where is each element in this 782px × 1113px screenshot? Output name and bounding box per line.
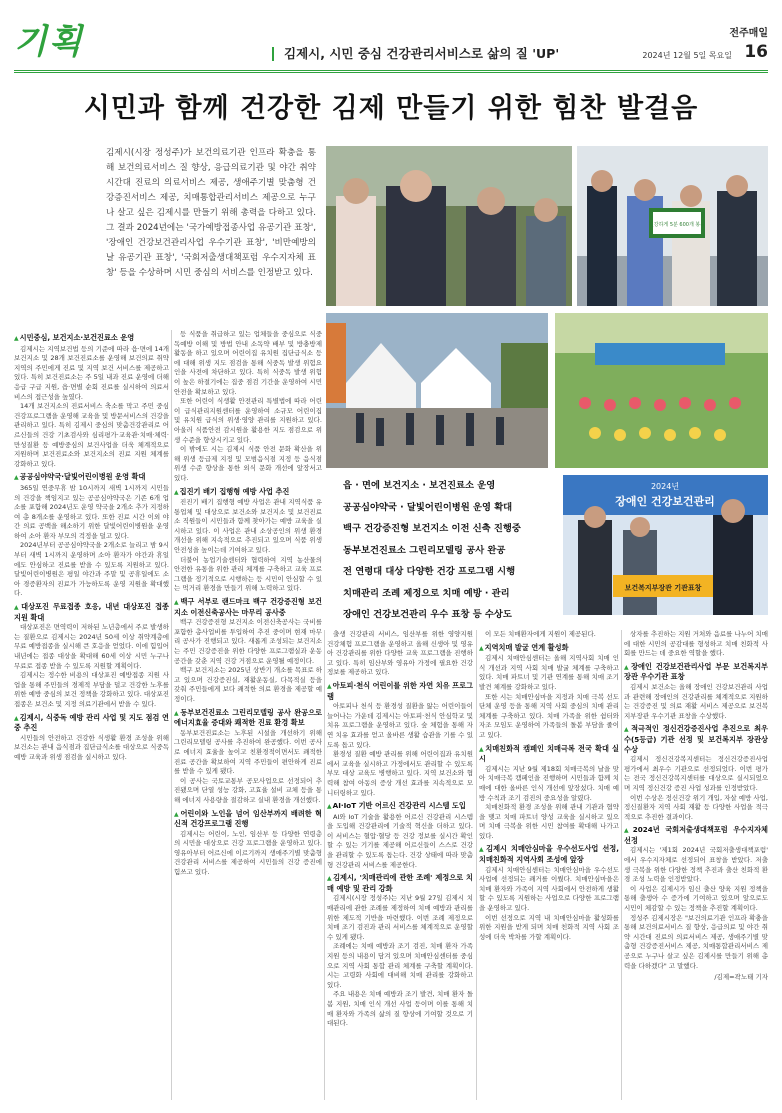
column-divider [476, 630, 477, 1100]
subheading: ▲ 어린이와 노인을 넘어 임산부까지 배려한 혁신적 건강프로그램 진행 [174, 809, 322, 829]
summary-line: 전 연령대 대상 다양한 건강 프로그램 시행 [343, 566, 516, 577]
photo-event-crowd [326, 146, 572, 306]
body-paragraph: 김제시는 정수한 비용의 대상포진 예방접종 지원 사업을 통해 주민들의 경제적 부담을 덜고 건강한 노후를 위한 예방 중심의 보건 정책을 강화하고 있다. 대상포진 접종은 보건소 및 지정 의료기관에서 받을 수 있다. [14, 671, 169, 708]
subheading: ▲ 치매친화적 캠페인 치매극복 전국 확대 실시 [479, 744, 619, 764]
body-paragraph: 이 모든 치매환자에게 지원이 제공된다. [485, 630, 596, 638]
body-paragraph: 백구 건강증진형 보건지소 이전신축공사는 국비를 포함한 총사업비를 투입하여 추진 중이며 현재 마무리 공사가 진행되고 있다. 새롭게 조성되는 보건지소는 주민 건강증진을 위한 다양한 프로그램실과 운동 공간을 갖춘 지역 건강 거점으로 운영될 예정이다. [174, 618, 322, 665]
body-paragraph: 2024년부터 공공심야약국을 2개소로 늘리고 밤 9시부터 새벽 1시까지 운영하며 소아 환자가 야간과 휴일에도 안심하고 진료를 받을 수 있도록 지원하고 있다. 달빛어린이병원은 평일 야간과 주말 및 공휴일에도 소아 경증환자의 진료가 가능하도록 운영 지원을 확대했다. [14, 541, 169, 598]
header-accent-bar [272, 47, 274, 61]
body-paragraph: 또한 시는 치매안심마을 지정과 치매 극복 선도단체 운영 등을 통해 지역 사회 중심의 치매 관리 체계를 구축하고 있다. 치매 가족을 위한 쉼터와 자조 모임도 운영하여 가족들의 돌봄 부담을 줄이고 있다. [479, 692, 619, 739]
body-paragraph: 동부보건진료소는 노후된 시설을 개선하기 위해 그린리모델링 공사를 추진하여 완공했다. 이번 공사로 에너지 효율을 높이고 친환경적이면서도 쾌적한 진료 공간을 확보하여 지역 주민들이 편안하게 진료를 받을 수 있게 됐다. [174, 728, 322, 776]
summary-highlights [343, 475, 558, 626]
lead-paragraph: 김제시(시장 정성주)가 보건의료기관 인프라 확충을 통해 보건의료서비스 질 향상, 응급의료기관 및 야간 취약 시간대 진료의 의료서비스 제공, 생애주기별 맞춤형 건강증진서비스 제공, 치매통합관리서비스 제공으로 누구나 살고 싶은 김제시를 만들기 위해 총력을 다하고 있다. 그 결과 2024년에는 '국가예방접종사업 유공기관 표창', '장애인 건강보건관리사업 우수기관 표창', '비만예방의 날 유공기관 표창', '국회저출생대책포럼 우수지자체 표창' 등을 수상하며 시민 중심의 서비스를 인정받고 있다. [106, 148, 316, 278]
certificate-text: 건강하게 5분 600개 봉사 [648, 222, 706, 228]
summary-line: 백구 건강증진형 보건지소 이전 신축 진행중 [343, 523, 521, 534]
article-column-2 [174, 330, 322, 1100]
column-divider [621, 630, 622, 1100]
header-rule-2 [14, 72, 768, 73]
subheading: ▲ 장애인 건강보건관리사업 부문 보건복지부장관 우수기관 표창 [624, 662, 768, 682]
photo-award-certificate [577, 146, 768, 306]
body-paragraph: 김제시는 어린이, 노인, 임산부 등 다양한 연령층의 시민을 대상으로 건강 프로그램을 운영하고 있다. 영유아부터 어르신에 이르기까지 생애주기별 맞춤형 건강관리 서비스를 제공하여 시민들의 건강 증진에 힘쓰고 있다. [174, 829, 322, 877]
body-paragraph: 김제시는 '제1회 2024년 국회저출생대책포럼' 에서 우수지자체로 선정되어 표창을 받았다. 저출생 극복을 위한 다양한 정책 추진과 출산 친화적 환경 조성 노력을 인정받았다. [624, 846, 768, 884]
body-paragraph: 환경성 질환 예방 관리를 위해 어린이집과 유치원에서 교육을 실시하고 가정에서도 관리할 수 있도록 부모 대상 교육도 병행하고 있다. 지역 보건소와 협력해 참여 아동의 증상 개선 효과를 지속적으로 모니터링하고 있다. [327, 750, 473, 797]
summary-line: 동부보건진료소 그린리모델링 공사 완공 [343, 544, 506, 556]
subheading: ▲ 2024년 국회저출생대책포럼 우수지자체 선정 [624, 825, 768, 845]
body-paragraph: 대상포진은 면역력이 저하된 노년층에서 주로 발생하는 질환으로 김제시는 2024년 50세 이상 취약계층에 무료 예방접종을 실시해 큰 호응을 얻었다. 이에 힘입어 내년에는 접종 대상을 확대해 60세 이상 시민 누구나 무료로 접종 받을 수 있도록 지원할 계획이다. [14, 623, 169, 670]
photo-award-ceremony [563, 475, 768, 615]
body-paragraph: 김제시 보건소는 올해 장애인 건강보건관리 사업과 관련해 장애인의 건강관리를 체계적으로 지원하는 건강증진 및 의료 재활 서비스 제공으로 보건복지부장관 우수기관 표창을 수상했다. [624, 682, 768, 720]
subheading: ▲ 집진기 배기 집행형 예방 사업 추진 [174, 487, 322, 498]
body-paragraph: 또한 어린이 식생활 안전관리 특별법에 따라 어린이 급식관리지원센터를 운영하여 소규모 어린이집 및 유치원 급식의 위생·영양 관리를 지원하고 있다. 아울러 식품안전 감시원을 활용한 지도 점검으로 위생 수준을 향상시키고 있다. [174, 397, 322, 444]
header-rule [14, 70, 768, 71]
event-crowd-illustration [326, 146, 572, 306]
award-sign-text: 보건복지부장관 기관표창 [624, 584, 702, 592]
body-paragraph: 김제시는 지난 9월 제18회 치매극복의 날을 맞아 치매극복 캠페인을 진행하며 시민들과 함께 치매에 대한 올바른 인식 개선에 앞장섰다. 치매 예방 수칙과 조기 검진의 중요성을 알렸다. [479, 764, 619, 802]
body-paragraph: 이 사업은 김제시가 임신 출산 양육 지원 정책을 통해 출생아 수 증가에 기여하고 있으며 앞으로도 시민이 체감할 수 있는 정책을 추진할 계획이다. [624, 884, 768, 913]
article-column-1 [14, 330, 169, 1100]
body-paragraph: 14개 보건지소의 진료서비스 축소를 막고 주민 중심 건강프로그램을 운영해 교육을 및 방문서비스의 건강을 관리하고 있다. 특히 김제시 중심의 맞춤건강관리로 어르신들의 건강 기초검사와 심리평가·교육관·치매·체력·만성질환 등 예방중심의 보건사업을 더욱 체계적으로 지원하며 보건진료소와 보건지소의 진료 지원 체계를 강화하고 있다. [14, 402, 169, 468]
body-paragraph: 치매친화적 환경 조성을 위해 관내 기관과 협약을 맺고 치매 파트너 양성 교육을 실시하고 있으며 치매 극복을 위한 시민 참여를 확대해 나가고 있다. [479, 803, 619, 840]
subheading: ▲ 김제시, 식중독 예방 관리 사업 및 지도 점검 연중 추진 [14, 713, 169, 733]
award-group-illustration [577, 146, 768, 306]
body-paragraph: 더불어 농업기술센터와 협력하여 지역 농산물의 안전한 유통을 위한 관리 체계를 구축하고 교육 프로그램을 정기적으로 시행하는 등 시민이 안심할 수 있는 먹거리 환경을 만들기 위해 노력하고 있다. [174, 555, 322, 593]
header-subtitle: 김제시, 시민 중심 건강관리서비스로 삶의 질 'UP' [284, 46, 560, 61]
page-number: 16 [744, 42, 768, 62]
subheading: ▲ 동부보건진료소 그린리모델링 공사 완공으로 에너지효율 증대와 쾌적한 진료 환경 확보 [174, 708, 322, 728]
body-paragraph: 이 밖에도 시는 김제시 식품 안전 문화 확산을 위해 위생 등급제 지정 및 모범음식점 지정 등 음식점 위생 수준 향상을 통한 외식 문화 개선에 앞장서고 있다. [174, 445, 322, 482]
body-paragraph: 김제시는 지역보건법 등의 기준에 따라 읍·면에 14개 보건지소 및 28개 보건진료소를 운영해 보건의료 취약지역의 주민에게 진료 및 지역 보건 서비스를 제공하고 있다. 특히 보건진료소는 주 5일 내과 진료 운영에 더해 응급 구급 지원, 읍·면별 순회 진료를 실시하여 의료서비스의 접근성을 높였다. [14, 344, 169, 401]
summary-line: 공공심야약국 · 달빛어린이병원 운영 확대 [343, 501, 513, 513]
body-paragraph: 김제시(시장 정성주)는 지난 9월 27일 김제시 치매관리에 관한 조례를 제정하여 치매 예방과 관리를 위한 제도적 기반을 마련했다. 이번 조례 제정으로 치매 조기 검진과 관리 서비스를 체계적으로 운영할 수 있게 됐다. [327, 894, 473, 941]
body-paragraph: 이 공사는 국토교통부 공모사업으로 선정되어 추진됐으며 단열 성능 강화, 고효율 설비 교체 등을 통해 에너지 사용량을 절감하고 실내 환경을 개선했다. [174, 776, 322, 804]
banner-year: 2024년 [650, 482, 680, 491]
article-column-3 [327, 630, 473, 1100]
body-paragraph: 조례에는 치매 예방과 조기 검진, 치매 환자 가족 지원 등의 내용이 담겨 있으며 치매안심센터를 중심으로 지역 사회 통합 관리 체계를 구축할 계획이다. 시는 고령화 사회에 대비해 치매 관리를 강화하고 있다. [327, 942, 473, 989]
body-paragraph: 김제시 치매안심센터는 올해 지역사회 치매 인식 개선과 지역 사회 치매 발굴 체계를 구축하고 있다. 치매 파트너 및 기관 연계를 통해 치매 조기 발견 체계를 강화하고 있다. [479, 654, 619, 691]
subheading: ▲ 시민중심, 보건지소·보건진료소 운영 [14, 333, 169, 344]
body-paragraph: AI와 IoT 기술을 활용한 어르신 건강관리 시스템을 도입해 건강관리에 기술적 혁신을 더하고 있다. 이 서비스는 혈압·혈당 등 건강 정보를 실시간 확인할 수 있는 기기를 제공해 어르신들이 스스로 건강을 관리할 수 있도록 돕는다. 건강 상태에 따라 맞춤형 건강관리 서비스를 제공한다. [327, 812, 473, 869]
article-column-5 [624, 630, 768, 1100]
body-paragraph: 이번 수상은 정신건강 위기 개입, 자살 예방 사업, 정신질환자 지역 사회 재활 등 다양한 사업을 적극적으로 추진한 결과이다. [624, 793, 768, 821]
body-paragraph: 진진기 배기 집행형 예방 사업은 관내 지역식품 유통업체 및 대상으로 보건소와 보건지소 및 보건진료소 직원들이 시민들과 함께 찾아가는 예방 교육을 실시하고 있다. 이 사업은 관내 소상공인의 위생 환경 개선을 위해 지속적으로 추진되고 있으며 식품 위생 안전성을 높이는데 기여하고 있다. [174, 498, 322, 555]
subheading: ▲ 김제시 치매안심마을 우수선도사업 선정, 치매친화적 지역사회 조성에 앞장 [479, 844, 619, 864]
subheading: ▲ 백구 서부로 랜드마크 백구 건강증진형 보건지소 이전신축공사는 마무리 공사중 [174, 597, 322, 617]
paper-name: 전주매일 [729, 28, 768, 39]
festival-tents-illustration [326, 313, 548, 468]
body-paragraph: 이번 선정으로 지역 내 치매안심마을 활성화를 위한 지원을 받게 되며 치매 친화적 지역 사회 조성에 더욱 박차를 가할 계획이다. [479, 913, 619, 941]
subheading: ▲ 지역치매 발굴 연계 활성화 [479, 643, 619, 654]
body-paragraph: 365일 연중무휴 밤 10시까지 새벽 1시까지 시민들의 건강을 책임지고 있는 공공심야약국은 기존 6개 업소를 포함해 2024년도 운영 약국을 2개소 추가 지정하여 총 8개소를 운영하고 있다. 또한 진료 시간 이외 야간 의료 공백을 해소하기 위한 달빛어린이병원을 운영하여 소아 환자 부모의 걱정을 덜고 있다. [14, 483, 169, 540]
body-paragraph: 상자를 추진하는 지원 거처와 음료를 나누어 치매에 대한 시민의 공감대를 형성하고 치매 친화적 사회를 만드는 데 중요한 역할을 했다. [624, 630, 768, 658]
column-divider [324, 630, 325, 1100]
subheading: ▲ 적극적인 정신건강증진사업 추진으로 최우수(5등급) 기관 선정 및 보건복지부 장관상 수상 [624, 724, 768, 754]
section-logo: 기획 [14, 22, 84, 62]
article-column-4 [479, 630, 619, 1100]
subheading: ▲ 아토피·천식 어린이를 위한 자연 치유 프로그램 [327, 681, 473, 701]
body-paragraph: 김제시 치매안심센터는 치매안심마을 우수선도사업에 선정되는 쾌거를 이뤘다. 치매안심마을은 치매 환자와 가족이 지역 사회에서 안전하게 생활할 수 있도록 지원하는 사업으로 다양한 프로그램을 운영하고 있다. [479, 865, 619, 913]
page-headline: 시민과 함께 건강한 김제 만들기 위한 힘찬 발걸음 [83, 93, 699, 124]
column-divider [171, 330, 172, 1100]
award-ceremony-illustration [563, 475, 768, 615]
subheading: ▲ 김제시, '치매관리에 관한 조례' 제정으로 치매 예방 및 관리 강화 [327, 873, 473, 893]
body-paragraph: 백구 보건지소는 2025년 상반기 개소를 목표로 하고 있으며 건강증진실, 재활운동실, 다목적실 등을 갖춰 주민들에게 보다 쾌적한 의료 환경을 제공할 예정이다. [174, 666, 322, 703]
children-group-illustration [555, 313, 768, 468]
subheading: ▲ AI·IoT 기반 어르신 건강관리 시스템 도입 [327, 801, 473, 812]
body-paragraph: 주요 내용은 치매 예방과 조기 발견, 치매 환자 돌봄 지원, 치매 인식 개선 사업 등이며 이를 통해 치매 환자와 가족의 삶의 질 향상에 기여할 것으로 기대된다. [327, 990, 473, 1028]
body-paragraph: 시민들의 안전하고 건강한 식생활 환경 조성을 위해 보건소는 관내 음식점과 집단급식소를 대상으로 식중독 예방 교육과 위생 점검을 실시하고 있다. [14, 733, 169, 761]
photo-outdoor-festival [326, 313, 548, 468]
subheading: ▲ 공공심야약국·달빛어린이병원 운영 확대 [14, 472, 169, 483]
body-paragraph: 아토피나 천식 등 환경성 질환을 앓는 어린이들이 늘어나는 가운데 김제시는 아토피·천식 안심학교 및 치유 프로그램을 운영하고 있다. 숲 체험을 통해 자연 치유 효과를 얻고 올바른 생활 습관을 기를 수 있도록 돕고 있다. [327, 702, 473, 749]
body-paragraph: 등 식품을 취급하고 있는 업체들을 중심으로 식중독예방 이해 및 방법 안내 소독약 배부 및 방충방제 활동을 하고 있으며 어린이집 유치원 집단급식소 등에 대해 위생 지도 점검을 통해 식중독 발생 위험요인을 사전에 차단하고 있다. 특히 식중독 발생 위험이 높은 하절기에는 집중 점검 기간을 운영하여 시민 안전을 확보하고 있다. [174, 330, 322, 396]
body-paragraph: 김제시 정신건강복지센터는 정신건강증진사업 평가에서 최우수 기관으로 선정되었다. 이번 평가는 전국 정신건강복지센터를 대상으로 실시되었으며 지역 정신건강 증진 사업 성과를 인정받았다. [624, 755, 768, 792]
body-paragraph: 출생 건강관리 서비스, 임산부를 위한 영양지원 건강체험 프로그램을 운영하고 올해 신생아 및 영유아 건강관리를 위한 다양한 교육 프로그램을 진행하고 있다. 특히 임산부와 영유아 가정에 필요한 건강 정보를 제공하고 있다. [327, 630, 473, 677]
summary-line: 치매관리 조례 제정으로 치매 예방 · 관리 [343, 587, 510, 599]
summary-line: 장애인 건강보건관리 우수 표창 등 수상도 [343, 609, 512, 620]
banner-text: 장애인 건강보건관리 [615, 495, 715, 508]
subheading: ▲ 대상포진 무료접종 호응, 내년 대상포진 접종 지원 확대 [14, 602, 169, 622]
reporter-credit: /김제=곽노태 기자 [714, 973, 768, 982]
issue-date: 2024년 12월 5일 목요일 [642, 51, 732, 60]
body-paragraph: 정성주 김제시장은 "보건의료기관 인프라 확충을 통해 보건의료서비스 질 향상, 응급의료 및 야간 취약 시간대 진료의 의료서비스 제공, 생애주기별 맞춤형 건강증진서비스 제공, 치매통합관리서비스 제공으로 누구나 살고 싶은 김제시를 만들기 위해 총력을 다하겠다" 고 말했다. [624, 913, 768, 970]
summary-line: 읍 · 면에 보건지소 · 보건진료소 운영 [343, 480, 496, 491]
photo-children-group [555, 313, 768, 468]
